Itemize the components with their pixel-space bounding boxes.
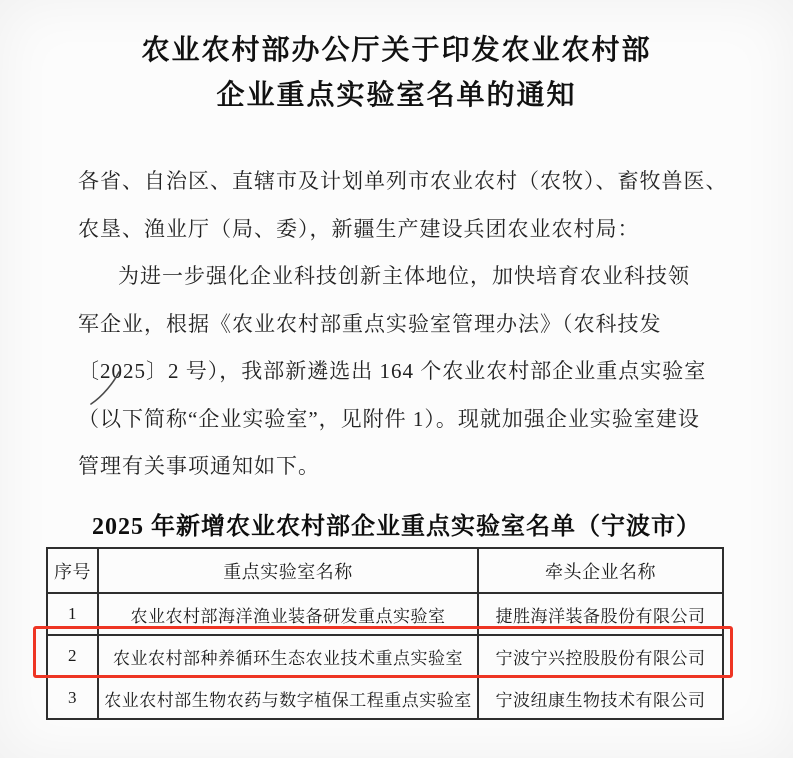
row-lab-name: 农业农村部海洋渔业装备研发重点实验室 (98, 593, 478, 635)
paragraph-line-1: 为进一步强化企业科技创新主体地位，加快培育农业科技领 (118, 264, 690, 288)
paragraph-line-4: （以下简称“企业实验室”，见附件 1）。现就加强企业实验室建设 (78, 406, 700, 431)
document-title-line-1: 农业农村部办公厅关于印发农业农村部 (141, 35, 652, 66)
header-company-name: 牵头企业名称 (478, 548, 723, 593)
table-header-row (47, 548, 723, 593)
row-serial-number: 3 (47, 677, 98, 719)
row-serial-number: 2 (47, 635, 98, 677)
salutation-line-1: 各省、自治区、直辖市及计划单列市农业农村（农牧）、畜牧兽医、 (78, 169, 728, 193)
row-company-name: 宁波纽康生物技术有限公司 (478, 677, 723, 719)
document-title (0, 28, 793, 118)
paragraph-line-5: 管理有关事项通知如下。 (78, 454, 320, 478)
row-serial-number: 1 (47, 593, 98, 635)
header-serial-number: 序号 (47, 548, 98, 593)
header-lab-name: 重点实验室名称 (98, 548, 478, 593)
laboratory-table (46, 547, 724, 720)
paragraph-line-2: 军企业，根据《农业农村部重点实验室管理办法》（农科技发 (78, 311, 662, 336)
list-section-title: 2025 年新增农业农村部企业重点实验室名单（宁波市） (92, 514, 701, 540)
row-company-name: 捷胜海洋装备股份有限公司 (478, 593, 723, 635)
row-lab-name: 农业农村部生物农药与数字植保工程重点实验室 (98, 677, 478, 719)
paragraph-line-3: 〔2025〕2 号），我部新遴选出 164 个农业农村部企业重点实验室 (78, 359, 707, 383)
pen-tick-mark-icon (88, 370, 122, 406)
document-body (78, 158, 726, 491)
document-title-line-2: 企业重点实验室名单的通知 (216, 80, 577, 111)
table-row (47, 593, 723, 635)
row-company-name: 宁波宁兴控股股份有限公司 (478, 635, 723, 677)
table-row-highlighted (47, 635, 723, 677)
row-lab-name: 农业农村部种养循环生态农业技术重点实验室 (98, 635, 478, 677)
table-row (47, 677, 723, 719)
salutation-line-2: 农垦、渔业厅（局、委），新疆生产建设兵团农业农村局： (78, 216, 640, 241)
